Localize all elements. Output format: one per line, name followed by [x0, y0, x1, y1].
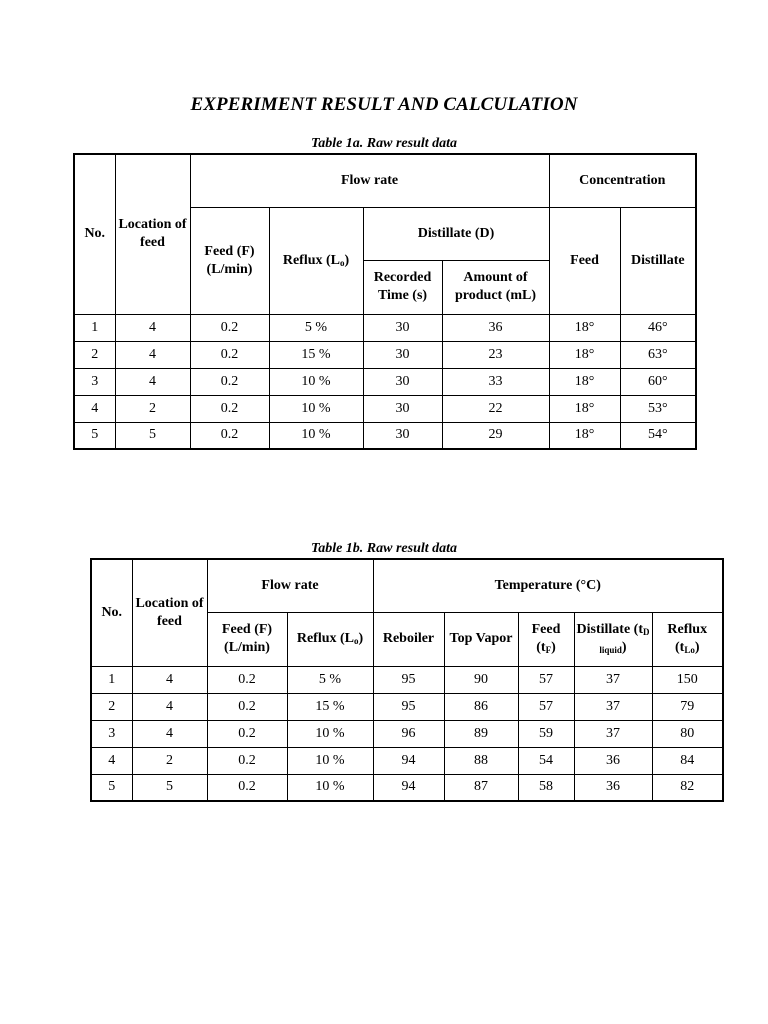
- table-cell: 5: [91, 774, 132, 801]
- header-location-of-feed: Location of feed: [115, 154, 190, 314]
- table-cell: 36: [442, 314, 549, 341]
- table-cell: 2: [115, 395, 190, 422]
- table-cell: 30: [363, 314, 442, 341]
- table-cell: 46°: [620, 314, 696, 341]
- table-cell: 30: [363, 341, 442, 368]
- table-row: [74, 368, 696, 395]
- table-cell: 10 %: [269, 395, 363, 422]
- header-reflux: Reflux $(L_o)$: [287, 612, 373, 666]
- table-cell: 60°: [620, 368, 696, 395]
- table-cell: 4: [132, 720, 207, 747]
- table-cell: 15 %: [287, 693, 373, 720]
- header-reflux-temp: Reflux $(t_{Lo})$: [652, 612, 723, 666]
- table-cell: 0.2: [190, 314, 269, 341]
- table-cell: 30: [363, 422, 442, 449]
- table-cell: 0.2: [207, 747, 287, 774]
- table-cell: 10 %: [269, 368, 363, 395]
- table-cell: 90: [444, 666, 518, 693]
- table-cell: 18°: [549, 341, 620, 368]
- table-cell: 5: [132, 774, 207, 801]
- table-cell: 37: [574, 693, 652, 720]
- table-cell: 36: [574, 747, 652, 774]
- table-1a: [73, 153, 697, 450]
- header-feed-temp: Feed $(t_F)$: [518, 612, 574, 666]
- table-row: [74, 422, 696, 449]
- table-cell: 63°: [620, 341, 696, 368]
- header-no: No.: [91, 559, 132, 666]
- header-distillate-temp: Distillate $(t_{D liquid})$: [574, 612, 652, 666]
- header-conc-distillate: Distillate: [620, 207, 696, 314]
- table-cell: 18°: [549, 395, 620, 422]
- table-cell: 96: [373, 720, 444, 747]
- table-1b-caption: Table 1b. Raw result data: [310, 541, 458, 556]
- table-cell: 15 %: [269, 341, 363, 368]
- table-cell: 57: [518, 666, 574, 693]
- header-temperature: Temperature (°C): [373, 559, 723, 612]
- table-cell: 87: [444, 774, 518, 801]
- table-cell: 22: [442, 395, 549, 422]
- table-cell: 5 %: [269, 314, 363, 341]
- table-cell: 18°: [549, 422, 620, 449]
- header-concentration: Concentration: [549, 154, 696, 207]
- table-cell: 2: [132, 747, 207, 774]
- header-conc-feed: Feed: [549, 207, 620, 314]
- table-cell: 4: [132, 666, 207, 693]
- header-feed-flow: Feed (F) (L/min): [190, 207, 269, 314]
- table-cell: 30: [363, 368, 442, 395]
- table-row: [74, 341, 696, 368]
- table-cell: 5: [115, 422, 190, 449]
- table-cell: 0.2: [207, 774, 287, 801]
- table-cell: 4: [74, 395, 115, 422]
- table-cell: 18°: [549, 368, 620, 395]
- table-cell: 4: [115, 341, 190, 368]
- header-flow-rate: Flow rate: [207, 559, 373, 612]
- table-cell: 30: [363, 395, 442, 422]
- page-title: EXPERIMENT RESULT AND CALCULATION: [190, 94, 578, 115]
- table-cell: 37: [574, 720, 652, 747]
- table-cell: 86: [444, 693, 518, 720]
- header-reflux: Reflux $(L_o)$: [269, 207, 363, 314]
- table-row: [91, 720, 723, 747]
- table-cell: 37: [574, 666, 652, 693]
- table-cell: 94: [373, 747, 444, 774]
- table-cell: 5: [74, 422, 115, 449]
- table-cell: 0.2: [190, 422, 269, 449]
- table-cell: 53°: [620, 395, 696, 422]
- header-flow-rate: Flow rate: [190, 154, 549, 207]
- table-cell: 36: [574, 774, 652, 801]
- table-cell: 0.2: [190, 368, 269, 395]
- table-row: [91, 774, 723, 801]
- table-cell: 58: [518, 774, 574, 801]
- table-cell: 54: [518, 747, 574, 774]
- table-cell: 150: [652, 666, 723, 693]
- table-1b: [90, 558, 724, 802]
- table-cell: 80: [652, 720, 723, 747]
- table-1a-body: [74, 314, 696, 449]
- table-cell: 0.2: [207, 693, 287, 720]
- table-cell: 18°: [549, 314, 620, 341]
- table-cell: 0.2: [190, 341, 269, 368]
- table-row: [91, 747, 723, 774]
- header-no: No.: [74, 154, 115, 314]
- table-cell: 79: [652, 693, 723, 720]
- header-amount-product: Amount of product (mL): [442, 260, 549, 314]
- table-cell: 3: [91, 720, 132, 747]
- table-cell: 2: [74, 341, 115, 368]
- table-row: [91, 693, 723, 720]
- table-cell: 1: [74, 314, 115, 341]
- table-cell: 5 %: [287, 666, 373, 693]
- table-cell: 29: [442, 422, 549, 449]
- table-cell: 95: [373, 693, 444, 720]
- table-cell: 4: [132, 693, 207, 720]
- table-cell: 23: [442, 341, 549, 368]
- header-recorded-time: Recorded Time (s): [363, 260, 442, 314]
- table-cell: 33: [442, 368, 549, 395]
- table-cell: 88: [444, 747, 518, 774]
- header-reboiler: Reboiler: [373, 612, 444, 666]
- table-cell: 4: [115, 314, 190, 341]
- table-cell: 4: [91, 747, 132, 774]
- header-location-of-feed: Location of feed: [132, 559, 207, 666]
- table-cell: 0.2: [190, 395, 269, 422]
- table-cell: 3: [74, 368, 115, 395]
- table-cell: 59: [518, 720, 574, 747]
- table-cell: 57: [518, 693, 574, 720]
- table-cell: 2: [91, 693, 132, 720]
- table-row: [74, 314, 696, 341]
- table-cell: 10 %: [287, 720, 373, 747]
- table-cell: 0.2: [207, 666, 287, 693]
- table-cell: 54°: [620, 422, 696, 449]
- header-distillate-group: Distillate (D): [363, 207, 549, 260]
- table-row: [74, 395, 696, 422]
- table-1a-caption: Table 1a. Raw result data: [310, 136, 458, 151]
- table-cell: 1: [91, 666, 132, 693]
- header-top-vapor: Top Vapor: [444, 612, 518, 666]
- table-cell: 10 %: [287, 747, 373, 774]
- table-cell: 82: [652, 774, 723, 801]
- table-cell: 4: [115, 368, 190, 395]
- table-1b-body: [91, 666, 723, 801]
- table-cell: 10 %: [269, 422, 363, 449]
- table-cell: 89: [444, 720, 518, 747]
- table-cell: 0.2: [207, 720, 287, 747]
- table-cell: 95: [373, 666, 444, 693]
- table-cell: 10 %: [287, 774, 373, 801]
- table-row: [91, 666, 723, 693]
- table-cell: 94: [373, 774, 444, 801]
- table-cell: 84: [652, 747, 723, 774]
- header-feed-flow: Feed (F) (L/min): [207, 612, 287, 666]
